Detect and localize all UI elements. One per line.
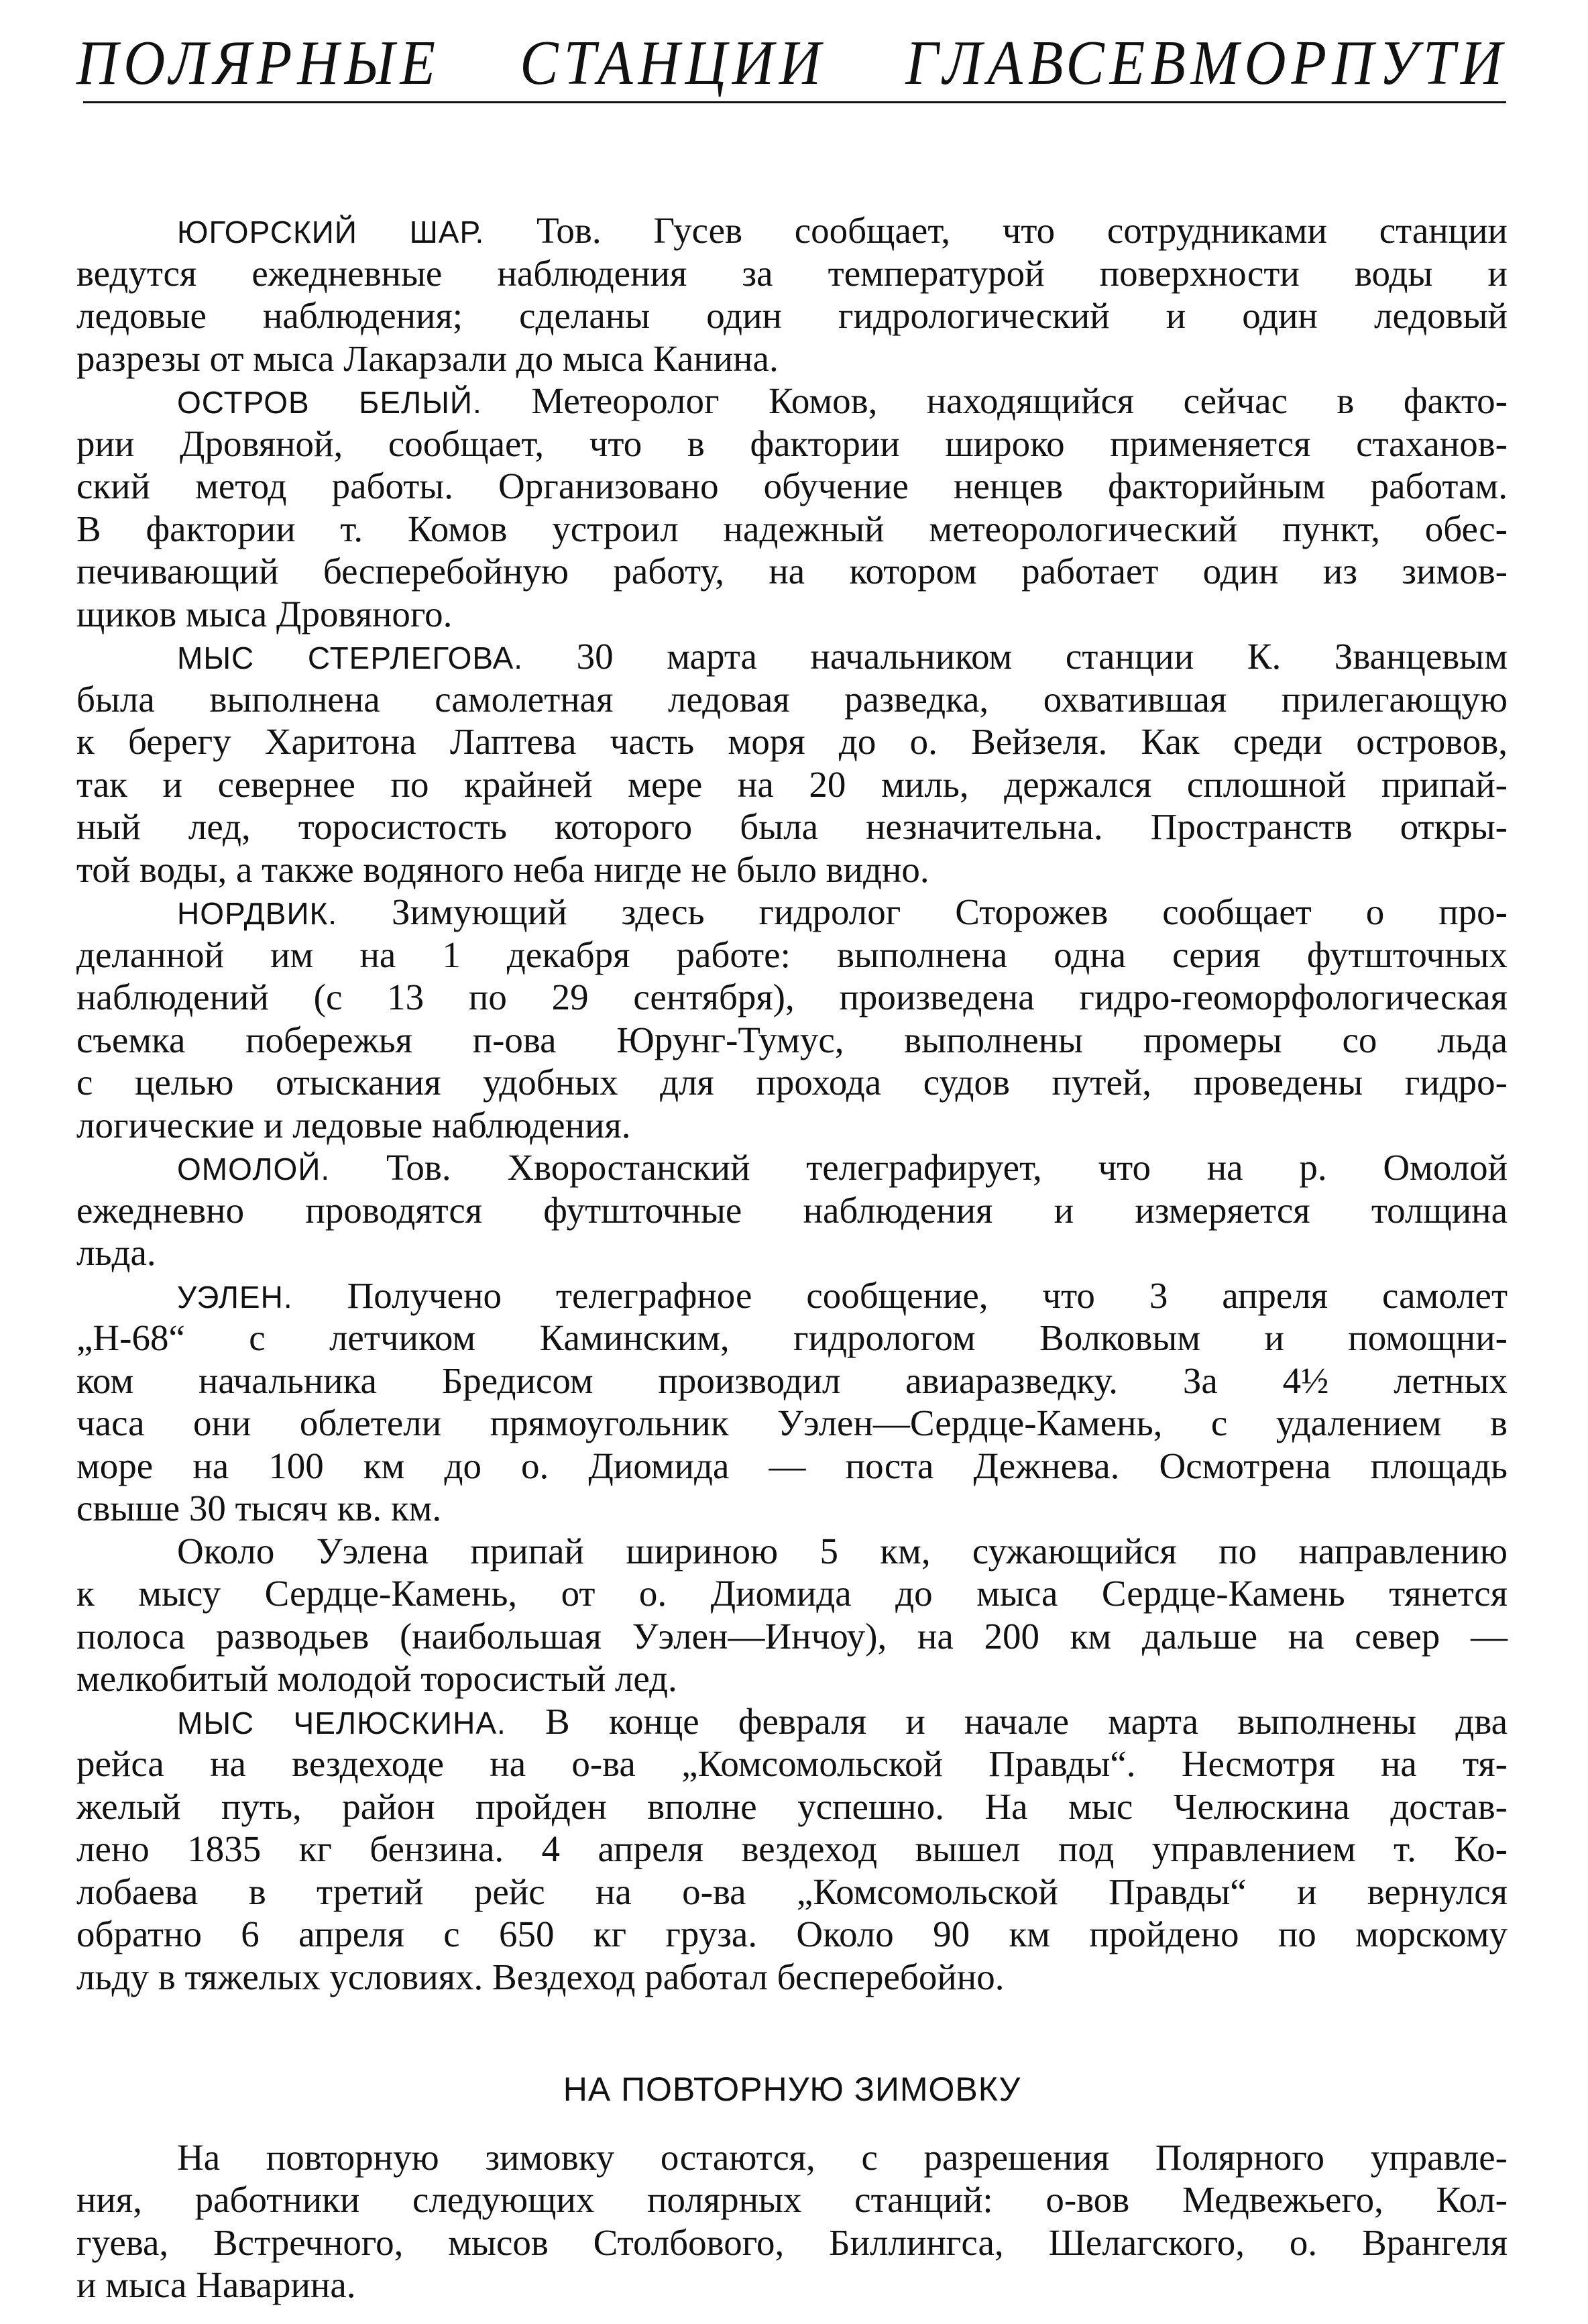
text-line [76,252,1508,295]
text-line [76,1913,1508,1956]
line-text: обратно 6 апреля с 650 кг груза. Около 90 км пройдено по морскому [76,1914,1508,1954]
station-name: УЭЛЕН. [177,1279,293,1315]
text-line [76,1104,1508,1147]
line-text: льда. [76,1232,156,1273]
text-line [76,294,1508,337]
text-line [76,1360,1508,1402]
text-line [76,1061,1508,1104]
paragraph [76,2136,1508,2307]
text-line [76,891,1508,934]
text-line [76,806,1508,848]
line-text: была выполнена самолетная ледовая разведка, охватившая прилегающую [76,678,1508,720]
text-line [76,678,1508,721]
line-text: разрезы от мыса Лакарзали до мыса Канина. [76,337,779,379]
line-text: Метеоролог Комов, находящийся сейчас в факто- [481,380,1508,421]
text-line [76,1231,1508,1274]
station-name: НОРДВИК. [177,896,338,931]
text-line [76,1274,1508,1317]
line-text: лобаева в третий рейс на о-ва „Комсомольской Правды“ и вернулся [76,1871,1508,1912]
line-text: щиков мыса Дровяного. [76,593,453,634]
text-line [76,337,1508,380]
text-line [76,1317,1508,1360]
line-text: рейса на вездеходе на о-ва „Комсомольской Правды“. Несмотря на тя- [76,1743,1508,1784]
text-line [76,720,1508,763]
text-line [76,508,1508,551]
text-line [76,1871,1508,1914]
paragraph [76,1700,1508,1999]
paragraph [76,380,1508,635]
line-text: Тов. Хворостанский телеграфирует, что на р. Омолой [330,1147,1508,1188]
text-line [76,465,1508,508]
text-line [76,763,1508,806]
line-text: ком начальника Бредисом производил авиаразведку. За 4½ летных [76,1360,1508,1401]
text-line [76,380,1508,423]
line-text: ежедневно проводятся футшточные наблюдения и измеряется толщина [76,1189,1508,1231]
text-line [76,2178,1508,2221]
text-line [76,423,1508,465]
line-text: логические и ледовые наблюдения. [76,1104,631,1146]
line-text: Тов. Гусев сообщает, что сотрудниками станции [484,210,1508,251]
page-title: ПОЛЯРНЫЕ СТАНЦИИ ГЛАВСЕВМОРПУТИ [76,27,1508,98]
paragraph [76,1530,1508,1700]
station-name: ОМОЛОЙ. [177,1152,331,1186]
text-line [76,934,1508,977]
paragraph [76,1274,1508,1530]
text-line [76,550,1508,593]
line-text: ведутся ежедневные наблюдения за температурой поверхности воды и [76,252,1508,294]
text-line [76,1742,1508,1785]
line-text: с целью отыскания удобных для прохода судов путей, проведены гидро- [76,1062,1508,1103]
line-text: льду в тяжелых условиях. Вездеход работал бесперебойно. [76,1956,1005,1997]
title-rule [83,101,1506,103]
text-line [76,1657,1508,1700]
station-name: МЫС СТЕРЛЕГОВА. [177,641,524,675]
text-line [76,635,1508,678]
text-line [76,1189,1508,1232]
line-text: ский метод работы. Организовано обучение ненцев факторийным работам. [76,465,1508,506]
section-heading: НА ПОВТОРНУЮ ЗИМОВКУ [563,2070,1021,2108]
station-reports [76,209,1508,1998]
station-name: ОСТРОВ БЕЛЫЙ. [177,385,482,420]
text-line [76,1615,1508,1658]
line-text: гуева, Встречного, мысов Столбового, Биллингса, Шелагского, о. Врангеля [76,2221,1508,2263]
station-name: МЫС ЧЕЛЮСКИНА. [177,1705,506,1740]
text-line [76,1445,1508,1488]
text-line [76,1019,1508,1062]
line-text: море на 100 км до о. Диомида — поста Дежнева. Осмотрена площадь [76,1445,1508,1486]
text-line [76,593,1508,636]
line-text: желый путь, район пройден вполне успешно. На мыс Челюскина достав- [76,1785,1508,1827]
text-line [76,1956,1508,1999]
line-text: Зимующий здесь гидролог Сторожев сообщает о про- [337,891,1508,932]
line-text: ный лед, торосистость которого была незначительна. Пространств откры- [76,806,1508,847]
line-text: На повторную зимовку остаются, с разрешения Полярного управле- [177,2136,1508,2178]
text-line [76,1146,1508,1189]
line-text: часа они облетели прямоугольник Уэлен—Сердце-Камень, с удалением в [76,1402,1508,1443]
line-text: печивающий бесперебойную работу, на котором работает один из зимов- [76,551,1508,592]
line-text: ледовые наблюдения; сделаны один гидрологический и один ледовый [76,295,1508,336]
line-text: полоса разводьев (наибольшая Уэлен—Инчоу), на 200 км дальше на север — [76,1615,1508,1657]
line-text: В конце февраля и начале марта выполнены два [506,1700,1508,1742]
article-body [76,209,1508,2307]
text-line [76,1785,1508,1828]
line-text: к мысу Сердце-Камень, от о. Диомида до мыса Сердце-Камень тянется [76,1573,1508,1614]
line-text: лено 1835 кг бензина. 4 апреля вездеход вышел под управлением т. Ко- [76,1828,1508,1869]
text-line [76,1828,1508,1871]
paragraph [76,891,1508,1146]
line-text: к берегу Харитона Лаптева часть моря до о. Вейзеля. Как среди островов, [76,721,1508,762]
text-line [76,976,1508,1019]
line-text: свыше 30 тысяч кв. км. [76,1488,442,1529]
paragraph [76,635,1508,891]
line-text: съемка побережья п-ова Юрунг-Тумус, выполнены промеры со льда [76,1019,1508,1060]
line-text: так и севернее по крайней мере на 20 миль, держался сплошной припай- [76,763,1508,805]
text-line [76,2221,1508,2264]
line-text: ния, работники следующих полярных станций: о-вов Медвежьего, Кол- [76,2179,1508,2220]
line-text: той воды, а также водяного неба нигде не было видно. [76,848,929,890]
text-line [76,1487,1508,1530]
line-text: деланной им на 1 декабря работе: выполнена одна серия футшточных [76,934,1508,975]
station-name: ЮГОРСКИЙ ШАР. [177,215,485,250]
section-paragraphs [76,2136,1508,2307]
text-line [76,1402,1508,1445]
text-line [76,848,1508,891]
text-line [76,1530,1508,1573]
line-text: мелкобитый молодой торосистый лед. [76,1658,677,1699]
text-line [76,209,1508,252]
text-line [76,2136,1508,2179]
line-text: наблюдений (с 13 по 29 сентября), произведена гидро-геоморфологическая [76,977,1508,1017]
line-text: „Н-68“ с летчиком Каминским, гидрологом Волковым и помощни- [76,1317,1508,1358]
line-text: и мыса Наварина. [76,2264,356,2305]
line-text: Около Уэлена припай шириною 5 км, сужающийся по направлению [177,1530,1508,1571]
text-line [76,1700,1508,1743]
text-line [76,2264,1508,2307]
line-text: рии Дровяной, сообщает, что в фактории широко применяется стаханов- [76,423,1508,464]
text-line [76,1572,1508,1615]
line-text: В фактории т. Комов устроил надежный метеорологический пункт, обес- [76,508,1508,549]
paragraph [76,209,1508,380]
line-text: Получено телеграфное сообщение, что 3 апреля самолет [292,1274,1508,1316]
line-text: 30 марта начальником станции К. Званцевым [523,636,1508,677]
paragraph [76,1146,1508,1274]
